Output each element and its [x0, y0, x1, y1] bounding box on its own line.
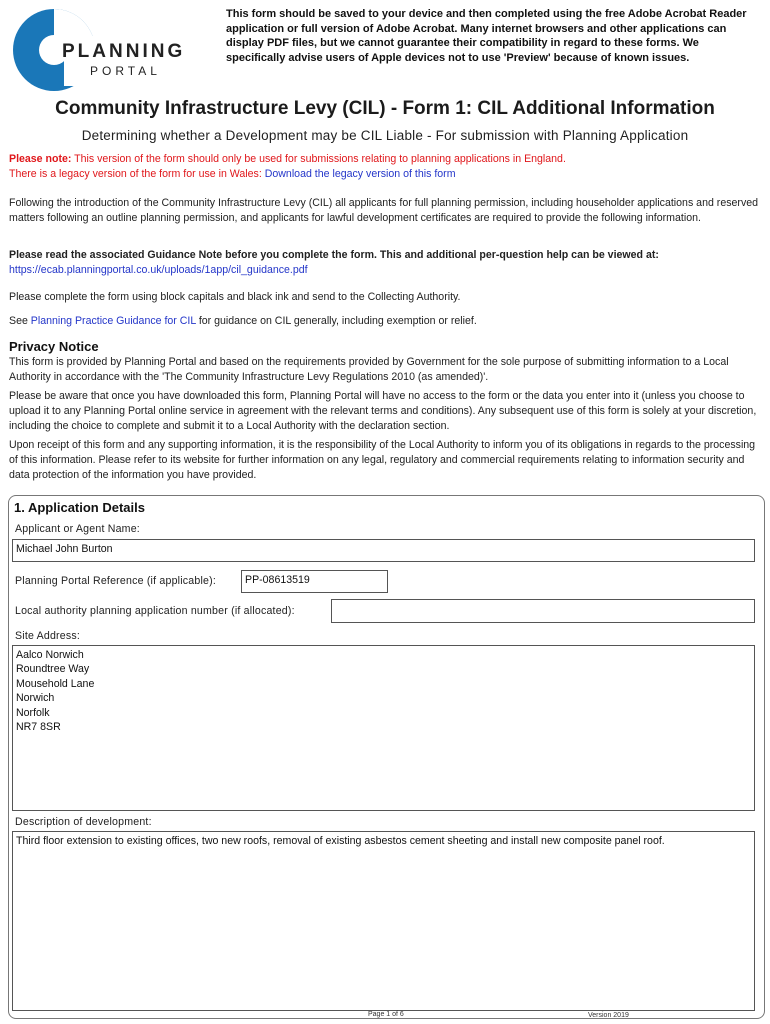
please-note-text: This version of the form should only be used for submissions relating to planning applications in England. — [71, 153, 566, 165]
la-application-number-field[interactable] — [331, 599, 755, 623]
see-suffix: for guidance on CIL generally, including exemption or relief. — [195, 315, 477, 327]
site-address-field[interactable]: Aalco Norwich Roundtree Way Mousehold Lane Norwich Norfolk NR7 8SR — [12, 645, 755, 811]
privacy-heading: Privacy Notice — [9, 339, 99, 354]
privacy-paragraph-3: Upon receipt of this form and any supporting information, it is the responsibility of the Local Authority to inform you of its obligations in regards to the processing of this information. Please refer to its website for further information on any legal, regulatory and commercial requirements relating to information security and data protection of the information you have provided. — [9, 439, 756, 481]
please-note-label: Please note: — [9, 153, 72, 165]
privacy-paragraph-2: Please be aware that once you have downloaded this form, Planning Portal will have no access to the form or the data you enter into it (unless you choose to upload it to any Planning Portal online service in agreement with the relevant terms and conditions). Any subsequent use of this form is solely at your discretion, including the choice to complete and submit it to a Local Authority with the declaration section. — [9, 390, 757, 432]
please-note — [9, 152, 761, 182]
ppg-cil-link[interactable]: Planning Practice Guidance for CIL — [30, 315, 196, 327]
wales-legacy-link[interactable]: Download the legacy version of this form — [264, 168, 456, 180]
la-application-number-label: Local authority planning application number (if allocated): — [15, 605, 295, 617]
logo-text-planning: PLANNING — [62, 41, 186, 62]
planning-portal-logo — [10, 8, 200, 94]
see-prefix: See — [9, 315, 31, 327]
intro-paragraph: Following the introduction of the Community Infrastructure Levy (CIL) all applicants for full planning permission, including householder applications and reserved matters following an outline planning permission, and applicants for lawful development certificates are required to provide the following information. — [9, 197, 759, 224]
guidance-bold-text: Please read the associated Guidance Note before you complete the form. This and additional per-question help can be viewed at: — [9, 249, 659, 261]
pp-reference-label: Planning Portal Reference (if applicable): — [15, 575, 216, 587]
description-field[interactable]: Third floor extension to existing offices, two new roofs, removal of existing asbestos cement sheeting and install new composite panel roof. — [12, 831, 755, 1011]
page-number: Page 1 of 6 — [368, 1011, 404, 1018]
applicant-label: Applicant or Agent Name: — [15, 523, 140, 535]
wales-text: There is a legacy version of the form for use in Wales: — [9, 168, 265, 180]
block-capitals-text: Please complete the form using block capitals and black ink and send to the Collecting Authority. — [9, 291, 461, 303]
logo-text-portal: PORTAL — [90, 64, 161, 78]
privacy-paragraph-1: This form is provided by Planning Portal and based on the requirements provided by Government for the sole purpose of submitting information to a Local Authority in accordance with the 'The Community Infrastructure Levy Regulations 2010 (as amended)'. — [9, 356, 729, 383]
guidance-paragraph — [9, 248, 761, 278]
applicant-name-field[interactable]: Michael John Burton — [12, 539, 755, 562]
pp-reference-field[interactable]: PP-08613519 — [241, 570, 388, 593]
page-title: Community Infrastructure Levy (CIL) - Form 1: CIL Additional Information — [55, 98, 715, 119]
description-label: Description of development: — [15, 816, 152, 828]
section-title: 1. Application Details — [14, 500, 145, 515]
guidance-url-link[interactable]: https://ecab.planningportal.co.uk/uploads/1app/cil_guidance.pdf — [9, 264, 308, 276]
page-subtitle: Determining whether a Development may be CIL Liable - For submission with Planning Application — [81, 128, 689, 143]
version-label: Version 2019 — [588, 1012, 629, 1019]
see-guidance — [9, 314, 761, 329]
software-notice: This form should be saved to your device and then completed using the free Adobe Acrobat Reader application or full version of Adobe Acrobat. Many internet browsers and other applications can display PDF files, but we cannot guarantee their compatibility in regard to these forms. We specifically advise users of Apple devices not to use 'Preview' because of known issues. — [226, 8, 747, 64]
site-address-label: Site Address: — [15, 630, 81, 642]
